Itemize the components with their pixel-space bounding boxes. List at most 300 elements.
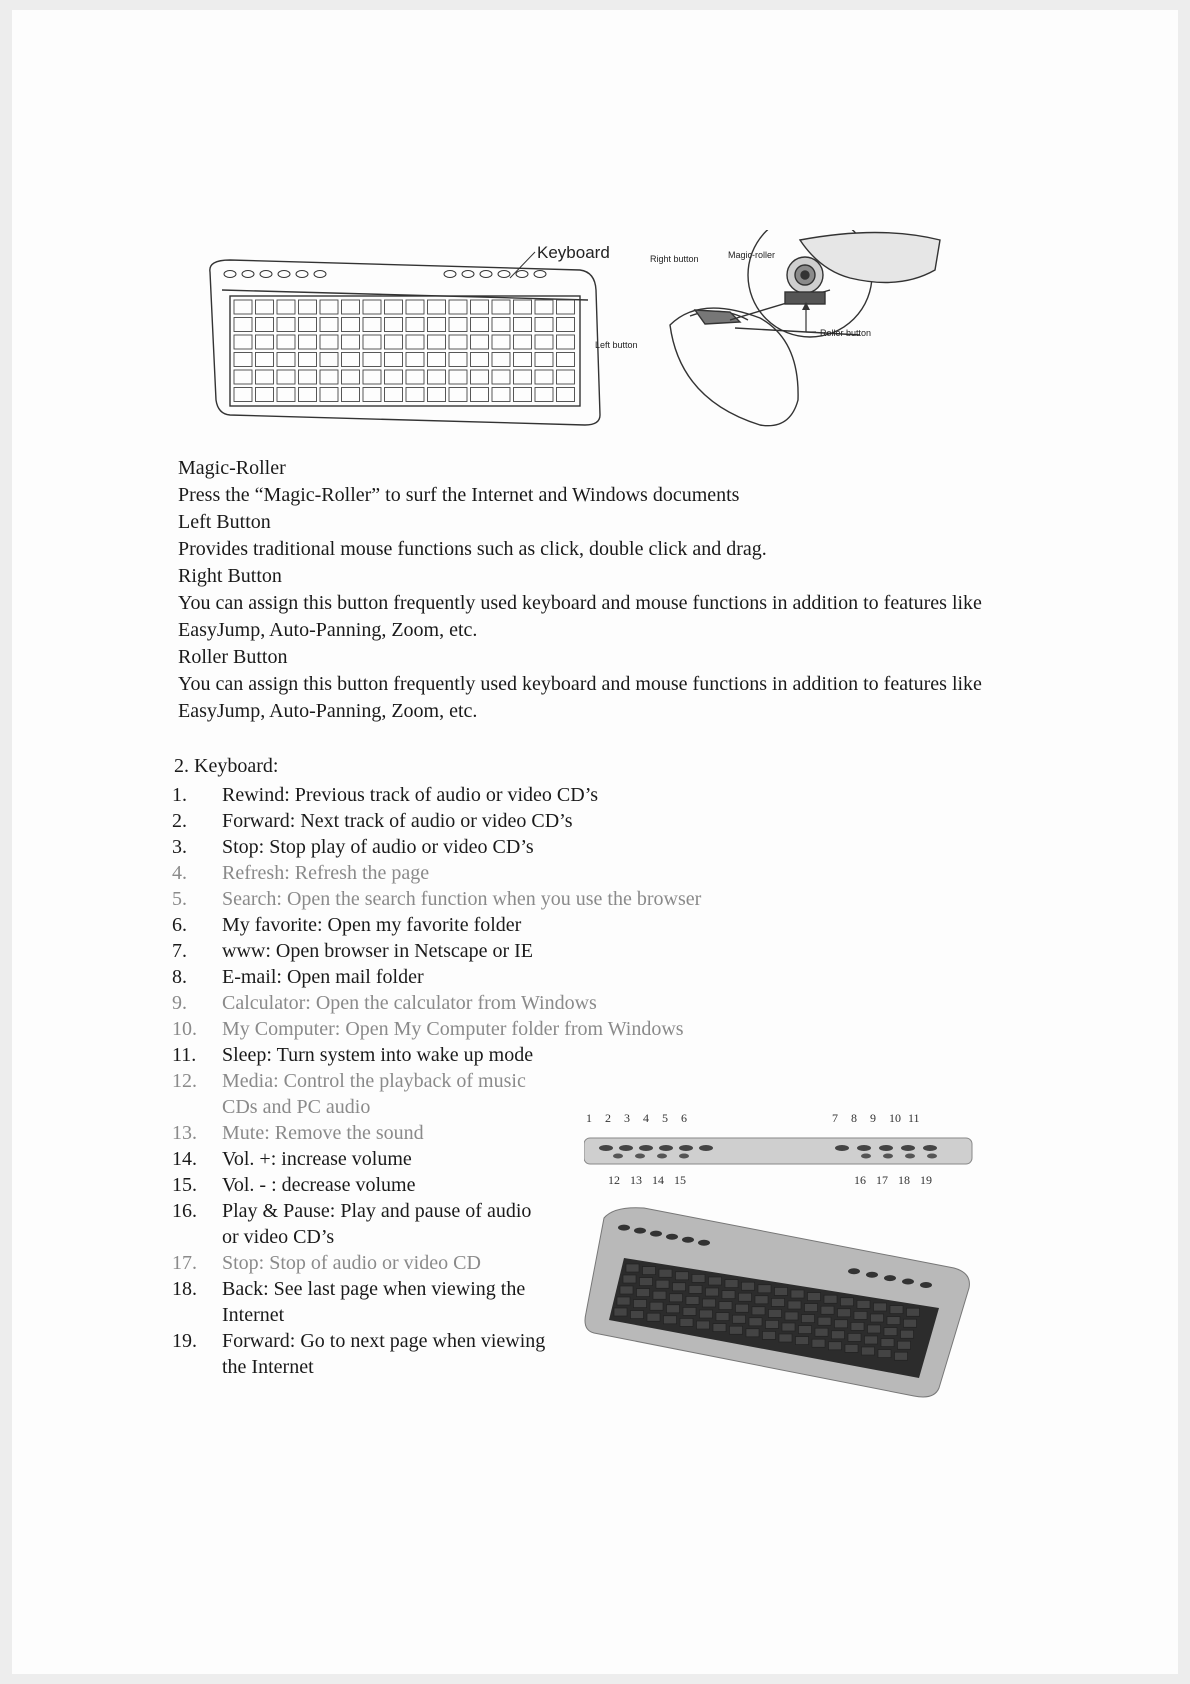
- key: [428, 335, 446, 349]
- photo-hotkey: [848, 1268, 860, 1274]
- photo-key: [805, 1304, 818, 1312]
- key: [514, 335, 532, 349]
- photo-key: [673, 1283, 686, 1291]
- key: [320, 353, 338, 367]
- key: [492, 335, 510, 349]
- photo-key: [716, 1313, 729, 1321]
- key: [535, 370, 553, 384]
- photo-key: [782, 1323, 795, 1331]
- strip-button-top: [857, 1145, 871, 1151]
- photo-key: [617, 1297, 630, 1305]
- photo-key: [779, 1334, 792, 1342]
- item-number: 18.: [172, 1278, 197, 1300]
- hotkey-numbers-top-left: [586, 1111, 687, 1125]
- item-number: 7.: [172, 940, 187, 962]
- photo-key: [895, 1352, 908, 1360]
- hotkey-number: 2: [605, 1111, 611, 1125]
- key: [363, 353, 381, 367]
- key: [234, 335, 252, 349]
- key: [535, 388, 553, 402]
- hotkey-button: [516, 271, 528, 278]
- item-text: Forward: Go to next page when viewing the Internet: [222, 1330, 546, 1378]
- photo-key: [802, 1315, 815, 1323]
- item-text: Play & Pause: Play and pause of audio or video CD’s: [222, 1200, 532, 1248]
- keyboard-function-item: [172, 1042, 1032, 1068]
- photo-key: [815, 1328, 828, 1336]
- photo-key: [713, 1324, 726, 1332]
- right-button-label: Right button: [650, 254, 699, 264]
- hotkey-button: [534, 271, 546, 278]
- photo-hotkey: [866, 1272, 878, 1278]
- key: [342, 300, 360, 314]
- key: [385, 388, 403, 402]
- key: [492, 388, 510, 402]
- key: [492, 370, 510, 384]
- key: [277, 388, 295, 402]
- photo-key: [758, 1285, 771, 1293]
- key: [385, 335, 403, 349]
- photo-key: [785, 1312, 798, 1320]
- item-text: Media: Control the playback of music CDs and PC audio: [222, 1070, 526, 1118]
- right-button-text: You can assign this button frequently used keyboard and mouse functions in addition to features like EasyJump, Auto-Panning, Zoom, etc.: [178, 592, 982, 641]
- item-text: Vol. +: increase volume: [222, 1148, 412, 1170]
- keyboard-function-item: [172, 1172, 552, 1198]
- key: [363, 335, 381, 349]
- key: [406, 353, 424, 367]
- key: [342, 353, 360, 367]
- strip-button-top: [879, 1145, 893, 1151]
- keyboard-function-item: [172, 1198, 552, 1250]
- hotkey-button: [462, 271, 474, 278]
- mouse-drawing: [670, 290, 860, 426]
- key: [514, 318, 532, 332]
- photo-key: [640, 1278, 653, 1286]
- photo-key: [643, 1267, 656, 1275]
- photo-key: [736, 1304, 749, 1312]
- photo-key: [626, 1264, 639, 1272]
- key: [342, 335, 360, 349]
- strip-button-top: [639, 1145, 653, 1151]
- hotkey-number: 19: [920, 1173, 932, 1187]
- key: [449, 318, 467, 332]
- key: [256, 370, 274, 384]
- keyboard-heading: 2. Keyboard:: [174, 755, 279, 777]
- photo-key: [637, 1289, 650, 1297]
- keyboard-function-item: [172, 1068, 552, 1120]
- item-number: 13.: [172, 1122, 197, 1144]
- photo-key: [722, 1291, 735, 1299]
- keyboard-function-item: [172, 990, 1032, 1016]
- photo-key: [848, 1333, 861, 1341]
- photo-key: [841, 1298, 854, 1306]
- strip-button-bottom: [861, 1154, 871, 1159]
- key: [363, 300, 381, 314]
- key: [234, 300, 252, 314]
- photo-key: [857, 1300, 870, 1308]
- key: [277, 335, 295, 349]
- item-number: 16.: [172, 1200, 197, 1222]
- keyboard-function-item: [172, 860, 1032, 886]
- photo-key: [680, 1318, 693, 1326]
- key: [385, 300, 403, 314]
- photo-key: [689, 1285, 702, 1293]
- key: [449, 370, 467, 384]
- left-button-label: Left button: [595, 340, 638, 350]
- photo-hotkey: [884, 1275, 896, 1281]
- keyboard-photo: [585, 1208, 969, 1397]
- hotkey-number: 10: [889, 1111, 901, 1125]
- item-number: 17.: [172, 1252, 197, 1274]
- hotkey-number: 5: [662, 1111, 668, 1125]
- photo-key: [788, 1301, 801, 1309]
- key: [234, 318, 252, 332]
- photo-key: [719, 1302, 732, 1310]
- photo-key: [664, 1316, 677, 1324]
- photo-key: [659, 1269, 672, 1277]
- hotkey-strip: [584, 1138, 972, 1164]
- photo-key: [791, 1290, 804, 1298]
- key: [449, 388, 467, 402]
- photo-key: [904, 1319, 917, 1327]
- key: [320, 388, 338, 402]
- key: [277, 318, 295, 332]
- hotkey-button: [224, 271, 236, 278]
- key: [342, 388, 360, 402]
- photo-key: [752, 1307, 765, 1315]
- item-number: 1.: [172, 784, 187, 806]
- item-text: Stop: Stop of audio or video CD: [222, 1252, 481, 1274]
- item-number: 11.: [172, 1044, 197, 1066]
- keyboard-function-item: [172, 834, 1032, 860]
- mouse-description: [178, 455, 1008, 725]
- keyboard-hotkey-diagram: [584, 1108, 984, 1408]
- key: [535, 300, 553, 314]
- photo-key: [703, 1299, 716, 1307]
- key: [277, 300, 295, 314]
- item-number: 15.: [172, 1174, 197, 1196]
- keyboard-hotkey-buttons: [224, 271, 546, 278]
- photo-key: [742, 1282, 755, 1290]
- photo-key: [739, 1293, 752, 1301]
- item-number: 4.: [172, 862, 187, 884]
- key: [471, 335, 489, 349]
- strip-button-bottom: [905, 1154, 915, 1159]
- item-text: Back: See last page when viewing the Internet: [222, 1278, 526, 1326]
- photo-key: [766, 1320, 779, 1328]
- photo-key: [706, 1288, 719, 1296]
- item-number: 3.: [172, 836, 187, 858]
- key: [320, 318, 338, 332]
- roller-button-text: You can assign this button frequently used keyboard and mouse functions in addition to features like EasyJump, Auto-Panning, Zoom, etc.: [178, 673, 982, 722]
- photo-hotkey: [634, 1228, 646, 1234]
- key: [535, 318, 553, 332]
- key: [299, 318, 317, 332]
- key: [557, 300, 575, 314]
- photo-key: [868, 1325, 881, 1333]
- key: [471, 318, 489, 332]
- photo-key: [709, 1277, 722, 1285]
- item-text: Rewind: Previous track of audio or video CD’s: [222, 784, 599, 806]
- photo-key: [700, 1310, 713, 1318]
- hotkey-number: 1: [586, 1111, 592, 1125]
- keyboard-drawing: [210, 260, 600, 425]
- key: [234, 388, 252, 402]
- photo-key: [881, 1339, 894, 1347]
- key: [299, 300, 317, 314]
- key: [256, 335, 274, 349]
- key: [406, 300, 424, 314]
- key: [557, 353, 575, 367]
- photo-key: [730, 1326, 743, 1334]
- photo-key: [874, 1303, 887, 1311]
- hotkey-number: 11: [908, 1111, 920, 1125]
- photo-key: [838, 1309, 851, 1317]
- key: [320, 335, 338, 349]
- key: [342, 370, 360, 384]
- photo-key: [763, 1331, 776, 1339]
- key: [449, 353, 467, 367]
- photo-key: [725, 1280, 738, 1288]
- item-number: 9.: [172, 992, 187, 1014]
- photo-key: [901, 1330, 914, 1338]
- keyboard-function-item: [172, 782, 1032, 808]
- hotkey-number: 18: [898, 1173, 910, 1187]
- key: [363, 318, 381, 332]
- key: [492, 300, 510, 314]
- hotkey-number: 14: [652, 1173, 664, 1187]
- strip-button-top: [659, 1145, 673, 1151]
- item-number: 19.: [172, 1330, 197, 1352]
- key: [363, 388, 381, 402]
- photo-key: [775, 1287, 788, 1295]
- photo-key: [631, 1311, 644, 1319]
- photo-key: [749, 1318, 762, 1326]
- photo-key: [686, 1296, 699, 1304]
- key: [299, 388, 317, 402]
- item-number: 12.: [172, 1070, 197, 1092]
- hotkey-number: 12: [608, 1173, 620, 1187]
- key: [428, 318, 446, 332]
- strip-button-bottom: [635, 1154, 645, 1159]
- item-text: Search: Open the search function when you use the browser: [222, 888, 702, 910]
- keyboard-keys: [234, 300, 575, 402]
- key: [557, 335, 575, 349]
- item-text: Sleep: Turn system into wake up mode: [222, 1044, 534, 1066]
- item-text: My favorite: Open my favorite folder: [222, 914, 522, 936]
- photo-hotkey: [650, 1231, 662, 1237]
- strip-button-top: [835, 1145, 849, 1151]
- item-text: www: Open browser in Netscape or IE: [222, 940, 534, 962]
- strip-button-bottom: [613, 1154, 623, 1159]
- photo-key: [821, 1306, 834, 1314]
- key: [406, 388, 424, 402]
- hotkey-number: 17: [876, 1173, 888, 1187]
- magic-roller-label: Magic-roller: [728, 250, 776, 260]
- photo-key: [676, 1272, 689, 1280]
- keyboard-function-item: [172, 964, 1032, 990]
- hotkey-number: 8: [851, 1111, 857, 1125]
- photo-key: [799, 1326, 812, 1334]
- keyboard-function-item: [172, 1250, 552, 1276]
- key: [514, 370, 532, 384]
- roller-button-label: Roller button: [820, 328, 872, 338]
- key: [385, 318, 403, 332]
- photo-key: [647, 1313, 660, 1321]
- key: [557, 388, 575, 402]
- keyboard-function-item: [172, 1120, 552, 1146]
- photo-key: [634, 1300, 647, 1308]
- hotkey-numbers-bottom-right: [854, 1173, 932, 1187]
- key: [557, 318, 575, 332]
- hotkey-number: 9: [870, 1111, 876, 1125]
- strip-button-bottom: [883, 1154, 893, 1159]
- photo-key: [755, 1296, 768, 1304]
- right-button-title: Right Button: [178, 565, 282, 587]
- magic-roller-title: Magic-Roller: [178, 457, 286, 479]
- hotkey-number: 13: [630, 1173, 642, 1187]
- hotkey-number: 16: [854, 1173, 866, 1187]
- hotkey-number: 7: [832, 1111, 838, 1125]
- strip-button-top: [599, 1145, 613, 1151]
- item-number: 5.: [172, 888, 187, 910]
- photo-key: [796, 1337, 809, 1345]
- key: [320, 370, 338, 384]
- hotkey-button: [260, 271, 272, 278]
- key: [471, 300, 489, 314]
- key: [342, 318, 360, 332]
- keyboard-function-item: [172, 808, 1032, 834]
- key: [234, 353, 252, 367]
- photo-key: [772, 1298, 785, 1306]
- photo-key: [614, 1308, 627, 1316]
- hotkey-button: [314, 271, 326, 278]
- photo-key: [829, 1342, 842, 1350]
- photo-key: [865, 1336, 878, 1344]
- photo-key: [769, 1309, 782, 1317]
- photo-key: [898, 1341, 911, 1349]
- photo-key: [656, 1280, 669, 1288]
- photo-key: [818, 1317, 831, 1325]
- hotkey-button: [278, 271, 290, 278]
- key: [449, 300, 467, 314]
- photo-key: [890, 1306, 903, 1314]
- roller-button-title: Roller Button: [178, 646, 288, 668]
- key: [557, 370, 575, 384]
- item-text: My Computer: Open My Computer folder from Windows: [222, 1018, 684, 1040]
- key: [535, 335, 553, 349]
- key: [256, 300, 274, 314]
- key: [256, 388, 274, 402]
- photo-key: [683, 1307, 696, 1315]
- photo-key: [862, 1347, 875, 1355]
- hotkey-button: [242, 271, 254, 278]
- item-number: 8.: [172, 966, 187, 988]
- key: [406, 370, 424, 384]
- keyboard-function-item: [172, 938, 1032, 964]
- key: [406, 318, 424, 332]
- key: [299, 353, 317, 367]
- magic-roller-zoom-circle: [748, 230, 940, 337]
- photo-hotkey: [682, 1237, 694, 1243]
- photo-key: [667, 1305, 680, 1313]
- photo-key: [808, 1293, 821, 1301]
- key: [492, 353, 510, 367]
- keyboard-function-item: [172, 1146, 552, 1172]
- hotkey-button: [498, 271, 510, 278]
- hotkey-button: [444, 271, 456, 278]
- photo-key: [832, 1331, 845, 1339]
- item-number: 6.: [172, 914, 187, 936]
- key: [256, 353, 274, 367]
- photo-key: [871, 1314, 884, 1322]
- key: [385, 370, 403, 384]
- item-number: 10.: [172, 1018, 197, 1040]
- hotkey-number: 15: [674, 1173, 686, 1187]
- strip-button-top: [619, 1145, 633, 1151]
- photo-key: [746, 1329, 759, 1337]
- key: [277, 353, 295, 367]
- strip-button-top: [679, 1145, 693, 1151]
- photo-hotkey: [618, 1225, 630, 1231]
- photo-key: [907, 1308, 920, 1316]
- item-text: Mute: Remove the sound: [222, 1122, 424, 1144]
- photo-key: [851, 1322, 864, 1330]
- key: [471, 370, 489, 384]
- hotkey-button: [480, 271, 492, 278]
- photo-key: [620, 1286, 633, 1294]
- photo-key: [824, 1295, 837, 1303]
- photo-key: [653, 1291, 666, 1299]
- hotkey-number: 3: [624, 1111, 630, 1125]
- photo-hotkey: [920, 1282, 932, 1288]
- hotkey-numbers-top-right: [832, 1111, 920, 1125]
- strip-button-top: [901, 1145, 915, 1151]
- key: [428, 353, 446, 367]
- hotkey-numbers-bottom-left: [608, 1173, 686, 1187]
- key: [514, 300, 532, 314]
- strip-button-top: [923, 1145, 937, 1151]
- item-text: Vol. - : decrease volume: [222, 1174, 416, 1196]
- photo-key: [887, 1317, 900, 1325]
- strip-button-top: [699, 1145, 713, 1151]
- photo-key: [878, 1350, 891, 1358]
- key: [471, 353, 489, 367]
- key: [299, 335, 317, 349]
- key: [428, 370, 446, 384]
- photo-key: [670, 1294, 683, 1302]
- photo-key: [692, 1274, 705, 1282]
- key: [535, 353, 553, 367]
- key: [406, 335, 424, 349]
- key: [428, 300, 446, 314]
- photo-key: [623, 1275, 636, 1283]
- strip-button-bottom: [679, 1154, 689, 1159]
- key: [471, 388, 489, 402]
- key: [234, 370, 252, 384]
- photo-key: [884, 1328, 897, 1336]
- key: [363, 370, 381, 384]
- item-text: Calculator: Open the calculator from Windows: [222, 992, 597, 1014]
- photo-key: [697, 1321, 710, 1329]
- keyboard-function-item: [172, 1328, 552, 1380]
- item-text: Refresh: Refresh the page: [222, 862, 430, 884]
- key: [320, 300, 338, 314]
- keyboard-function-item: [172, 1016, 1032, 1042]
- magic-roller-text: Press the “Magic-Roller” to surf the Internet and Windows documents: [178, 484, 740, 506]
- key: [299, 370, 317, 384]
- item-number: 14.: [172, 1148, 197, 1170]
- left-button-text: Provides traditional mouse functions such as click, double click and drag.: [178, 538, 767, 560]
